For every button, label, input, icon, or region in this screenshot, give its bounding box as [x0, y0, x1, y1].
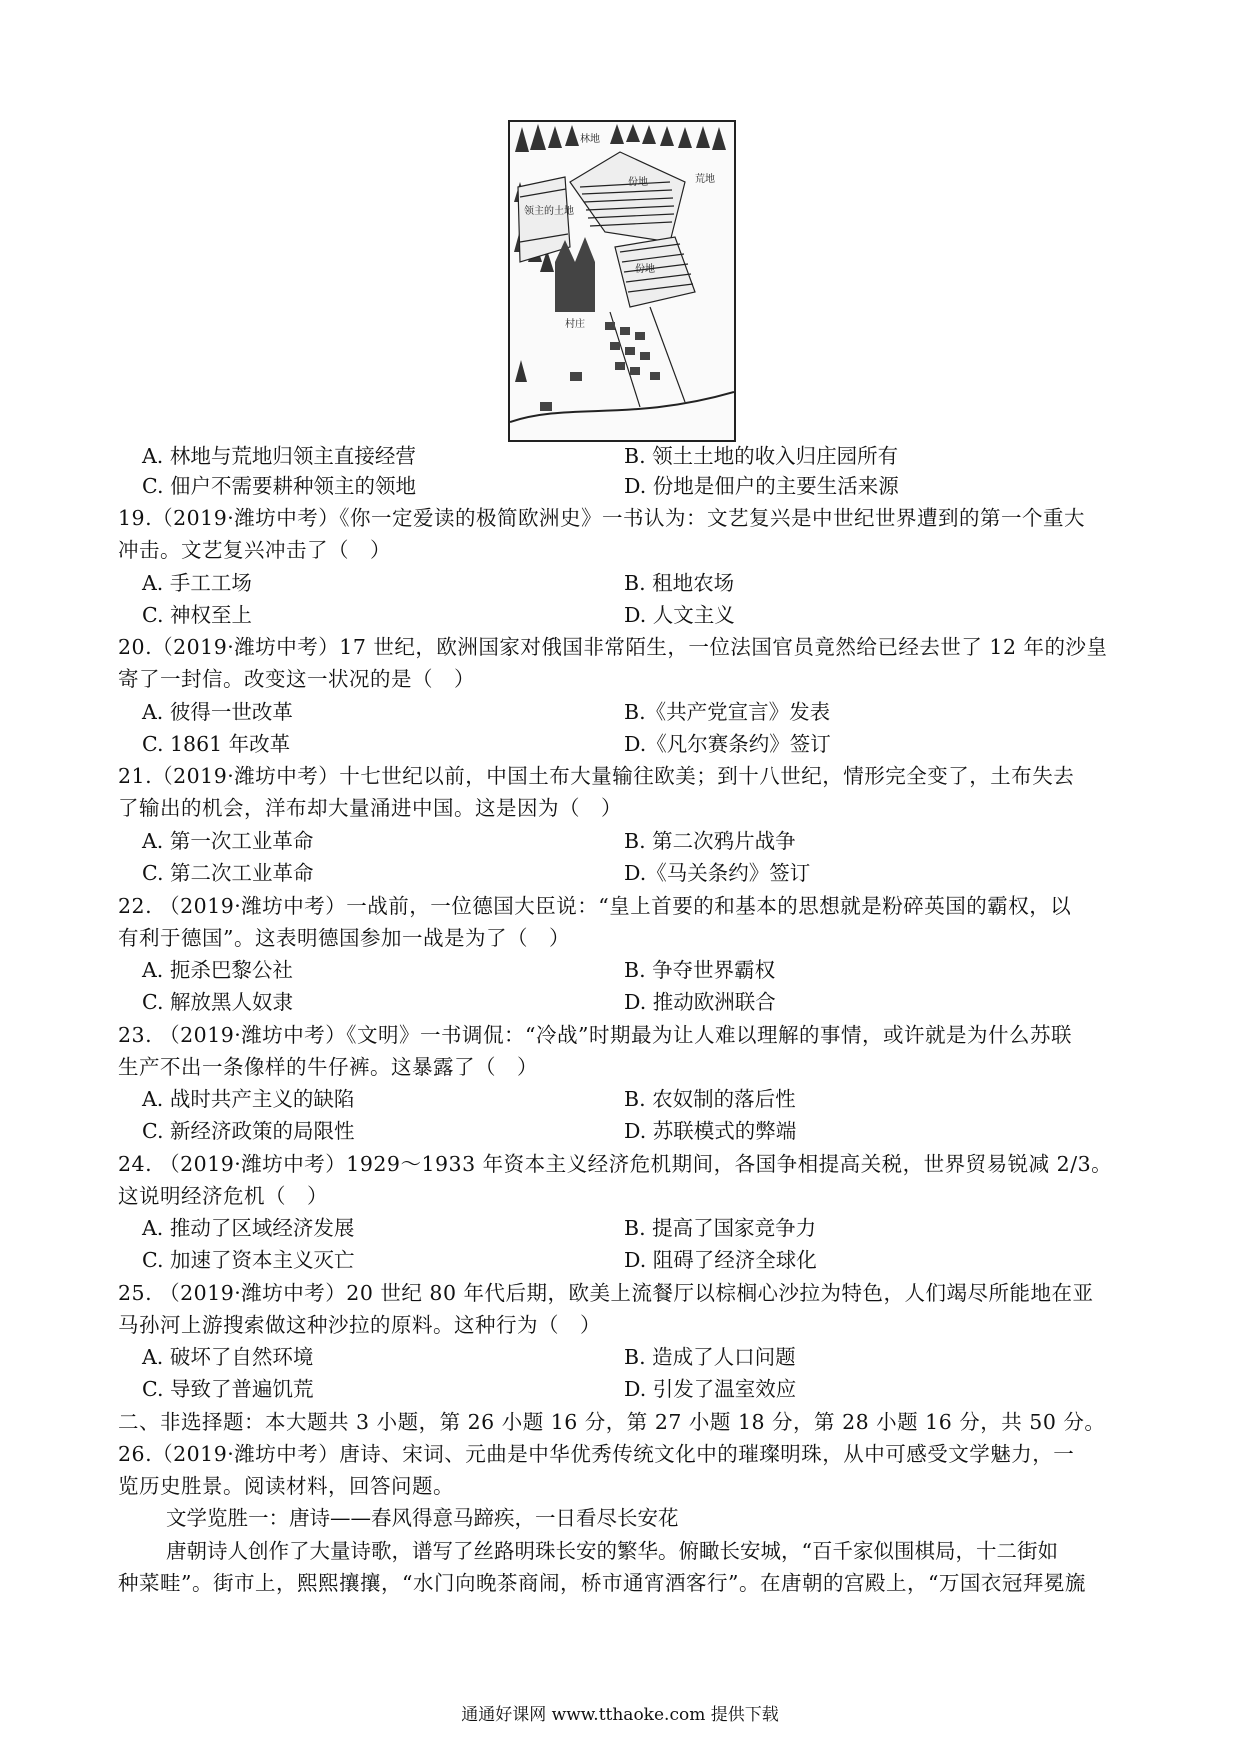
q24-option-b: B. 提高了国家竞争力 [624, 1216, 817, 1240]
q26-paragraph-line1: 唐朝诗人创作了大量诗歌，谱写了丝路明珠长安的繁华。俯瞰长安城，“百千家似围棋局，十二街如 [166, 1539, 1058, 1563]
q20-option-b: B.《共产党宣言》发表 [624, 700, 831, 724]
q21-option-c: C. 第二次工业革命 [142, 861, 314, 885]
q20-stem-line2: 寄了一封信。改变这一状况的是（ ） [118, 667, 475, 691]
section2-heading: 二、非选择题：本大题共 3 小题，第 26 小题 16 分，第 27 小题 18 分，第 28 小题 16 分，共 50 分。 [118, 1410, 1106, 1434]
q23-option-c: C. 新经济政策的局限性 [142, 1119, 355, 1143]
q19-option-d: D. 人文主义 [624, 603, 735, 627]
q23-option-a: A. 战时共产主义的缺陷 [142, 1087, 355, 1111]
q21-option-b: B. 第二次鸦片战争 [624, 829, 796, 853]
q18-option-c: C. 佃户不需要耕种领主的领地 [142, 474, 416, 498]
q20-option-a: A. 彼得一世改革 [142, 700, 293, 724]
q24-option-a: A. 推动了区域经济发展 [142, 1216, 355, 1240]
manor-map-figure [508, 120, 736, 442]
q25-stem-line2: 马孙河上游搜索做这种沙拉的原料。这种行为（ ） [118, 1313, 601, 1337]
q26-stem-line2: 览历史胜景。阅读材料，回答问题。 [118, 1474, 454, 1498]
q21-stem-line1: 21.（2019·潍坊中考）十七世纪以前，中国土布大量输往欧美；到十八世纪，情形完全变了，土布失去 [118, 764, 1075, 788]
map-label-plot-1: 份地 [628, 177, 648, 188]
q24-stem-line1: 24. （2019·潍坊中考）1929～1933 年资本主义经济危机期间，各国争相提高关税，世界贸易锐减 2/3。 [118, 1152, 1113, 1176]
q18-option-a: A. 林地与荒地归领主直接经营 [142, 444, 416, 468]
map-label-lord-land: 领主的土地 [524, 206, 574, 217]
q22-option-c: C. 解放黑人奴隶 [142, 990, 293, 1014]
q25-option-c: C. 导致了普遍饥荒 [142, 1377, 314, 1401]
q24-option-c: C. 加速了资本主义灭亡 [142, 1248, 355, 1272]
q21-option-d: D.《马关条约》签订 [624, 861, 811, 885]
q24-option-d: D. 阻碍了经济全球化 [624, 1248, 817, 1272]
footer-source: 通通好课网 www.tthaoke.com 提供下载 [461, 1705, 779, 1725]
map-label-wasteland: 荒地 [695, 174, 715, 185]
q19-option-c: C. 神权至上 [142, 603, 252, 627]
q23-stem-line2: 生产不出一条像样的牛仔裤。这暴露了（ ） [118, 1055, 538, 1079]
q25-option-a: A. 破坏了自然环境 [142, 1345, 314, 1369]
q19-option-b: B. 租地农场 [624, 571, 735, 595]
map-label-forest: 林地 [580, 134, 600, 145]
q20-option-d: D.《凡尔赛条约》签订 [624, 732, 831, 756]
map-label-plot-2: 份地 [635, 264, 655, 275]
q22-stem-line1: 22. （2019·潍坊中考）一战前，一位德国大臣说：“皇上首要的和基本的思想就是粉碎英国的霸权，以 [118, 894, 1072, 918]
q24-stem-line2: 这说明经济危机（ ） [118, 1184, 328, 1208]
q20-stem-line1: 20.（2019·潍坊中考）17 世纪，欧洲国家对俄国非常陌生，一位法国官员竟然给已经去世了 12 年的沙皇 [118, 635, 1108, 659]
q19-stem-line2: 冲击。文艺复兴冲击了（ ） [118, 538, 391, 562]
field-strips [518, 152, 695, 407]
q18-option-b: B. 领土土地的收入归庄园所有 [624, 444, 899, 468]
q19-stem-line1: 19.（2019·潍坊中考）《你一定爱读的极简欧洲史》一书认为：文艺复兴是中世纪世界遭到的第一个重大 [118, 506, 1086, 530]
q22-option-a: A. 扼杀巴黎公社 [142, 958, 293, 982]
q23-option-b: B. 农奴制的落后性 [624, 1087, 796, 1111]
q26-paragraph-line2: 种菜畦”。街市上，熙熙攘攘，“水门向晚茶商闹，桥市通宵酒客行”。在唐朝的宫殿上，“万国衣冠拜冕旒 [118, 1571, 1086, 1595]
manor-map-drawing [510, 122, 734, 440]
q20-option-c: C. 1861 年改革 [142, 732, 291, 756]
q23-option-d: D. 苏联模式的弊端 [624, 1119, 797, 1143]
q21-stem-line2: 了输出的机会，洋布却大量涌进中国。这是因为（ ） [118, 796, 622, 820]
q18-option-d: D. 份地是佃户的主要生活来源 [624, 474, 899, 498]
q21-option-a: A. 第一次工业革命 [142, 829, 314, 853]
q25-option-d: D. 引发了温室效应 [624, 1377, 797, 1401]
q25-stem-line1: 25. （2019·潍坊中考）20 世纪 80 年代后期，欧美上流餐厅以棕榈心沙拉为特色，人们竭尽所能地在亚 [118, 1281, 1094, 1305]
q23-stem-line1: 23. （2019·潍坊中考）《文明》一书调侃：“冷战”时期最为让人难以理解的事情，或许就是为什么苏联 [118, 1023, 1073, 1047]
q22-stem-line2: 有利于德国”。这表明德国参加一战是为了（ ） [118, 926, 570, 950]
q26-subheading: 文学览胜一：唐诗——春风得意马蹄疾，一日看尽长安花 [166, 1506, 679, 1530]
map-label-village: 村庄 [565, 319, 585, 330]
q19-option-a: A. 手工工场 [142, 571, 252, 595]
q26-stem-line1: 26.（2019·潍坊中考）唐诗、宋词、元曲是中华优秀传统文化中的璀璨明珠，从中可感受文学魅力，一 [118, 1442, 1075, 1466]
q22-option-d: D. 推动欧洲联合 [624, 990, 776, 1014]
q25-option-b: B. 造成了人口问题 [624, 1345, 796, 1369]
q22-option-b: B. 争夺世界霸权 [624, 958, 776, 982]
